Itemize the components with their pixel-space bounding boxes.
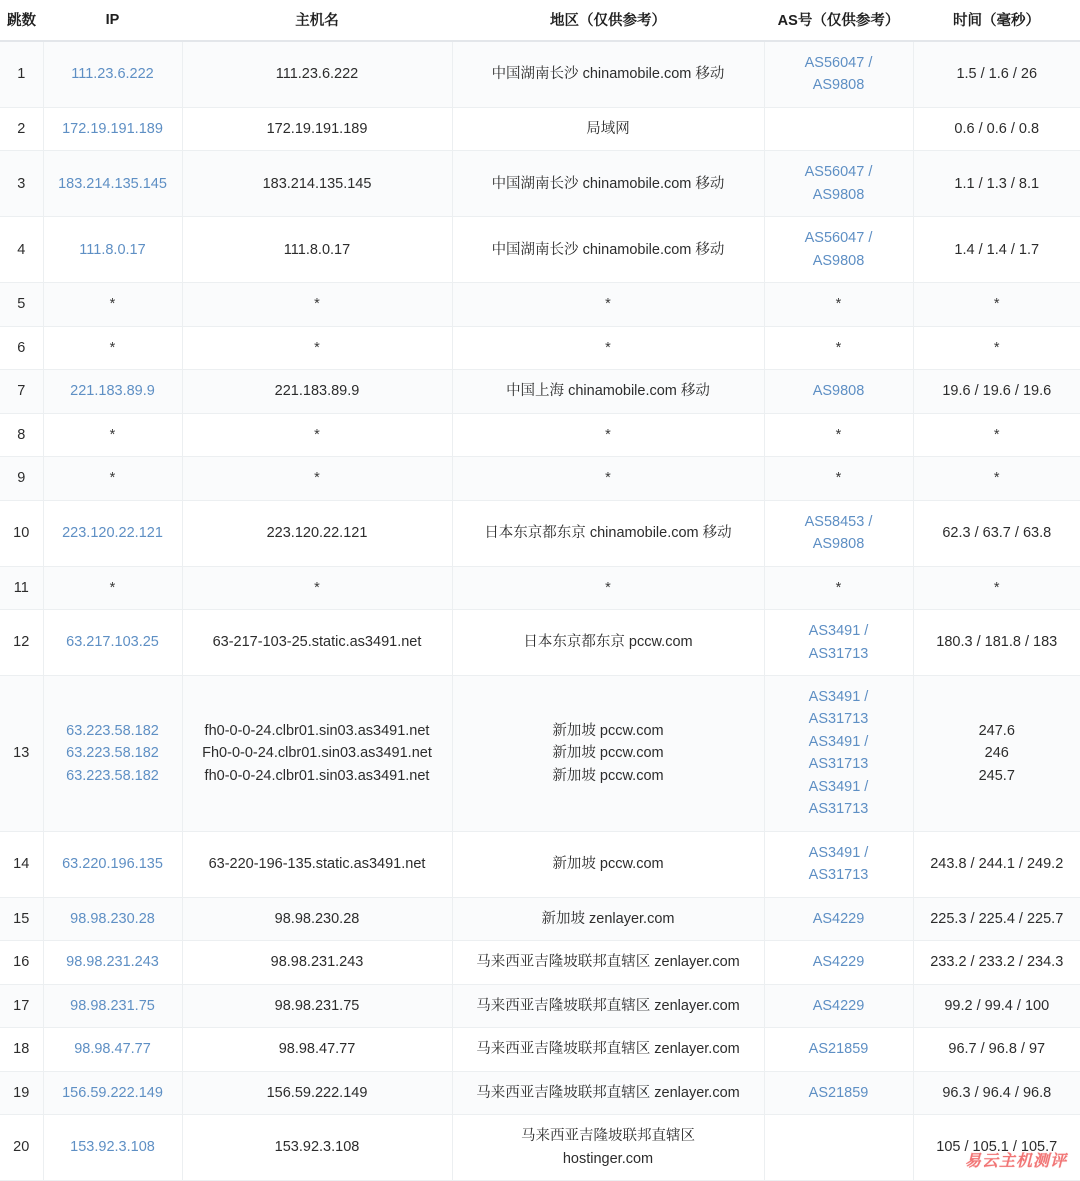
cell-hostname <box>182 1028 452 1071</box>
cell-hop: 13 <box>0 675 43 831</box>
asn-link[interactable]: AS3491 / <box>808 844 869 861</box>
cell-asn <box>764 217 913 283</box>
ip-link[interactable]: 221.183.89.9 <box>70 383 155 400</box>
cell-ip <box>43 1115 182 1181</box>
asn-link[interactable]: AS3491 / <box>808 733 869 750</box>
ip-link[interactable]: 63.223.58.182 <box>66 722 159 739</box>
ip-link[interactable]: 63.220.196.135 <box>62 856 163 873</box>
cell-asn <box>764 41 913 107</box>
ip-link[interactable]: 111.8.0.17 <box>79 241 146 258</box>
region-text: 新加坡 pccw.com <box>552 856 664 873</box>
cell-asn <box>764 675 913 831</box>
ip-link[interactable]: 63.223.58.182 <box>66 767 159 784</box>
ip-link[interactable]: 153.92.3.108 <box>70 1139 155 1156</box>
cell-region <box>452 326 764 369</box>
cell-ip <box>43 500 182 566</box>
region-timeout: * <box>605 339 611 356</box>
asn-link[interactable]: AS4229 <box>812 997 865 1014</box>
cell-asn <box>764 1028 913 1071</box>
asn-link[interactable]: AS9808 <box>812 536 865 553</box>
ip-timeout: * <box>109 426 116 443</box>
table-row <box>0 675 1080 831</box>
hostname-text: 156.59.222.149 <box>266 1084 368 1101</box>
cell-time <box>913 897 1080 940</box>
time-text: 233.2 / 233.2 / 234.3 <box>930 954 1064 971</box>
asn-link[interactable]: AS31713 <box>808 867 869 884</box>
cell-ip <box>43 984 182 1027</box>
region-text: 马来西亚吉隆坡联邦直辖区 zenlayer.com <box>476 1041 740 1058</box>
time-text: 105 / 105.1 / 105.7 <box>936 1139 1058 1156</box>
time-text: 1.1 / 1.3 / 8.1 <box>954 175 1040 192</box>
hostname-text: 172.19.191.189 <box>266 120 368 137</box>
asn-link[interactable]: AS56047 / <box>804 55 873 71</box>
table-row <box>0 1115 1080 1181</box>
hostname-text: 221.183.89.9 <box>274 383 360 400</box>
asn-link[interactable]: AS31713 <box>808 711 869 728</box>
asn-link[interactable]: AS4229 <box>812 954 865 971</box>
asn-link[interactable]: AS31713 <box>808 756 869 773</box>
asn-timeout: * <box>835 339 842 356</box>
cell-region <box>452 151 764 217</box>
cell-hop: 14 <box>0 831 43 897</box>
time-text: 19.6 / 19.6 / 19.6 <box>942 383 1052 400</box>
cell-hostname <box>182 217 452 283</box>
table-row <box>0 217 1080 283</box>
hostname-timeout: * <box>314 470 320 487</box>
hostname-timeout: * <box>314 339 320 356</box>
hostname-text: 98.98.231.243 <box>270 954 364 971</box>
hostname-text: 111.23.6.222 <box>275 66 359 83</box>
cell-ip <box>43 831 182 897</box>
cell-time <box>913 107 1080 150</box>
cell-region <box>452 413 764 456</box>
column-header-hop: 跳数 <box>0 0 43 41</box>
cell-asn <box>764 566 913 609</box>
cell-time <box>913 831 1080 897</box>
time-text: 245.7 <box>978 767 1015 784</box>
table-row <box>0 610 1080 676</box>
cell-region <box>452 566 764 609</box>
asn-link[interactable]: AS9808 <box>812 186 865 203</box>
cell-hop: 6 <box>0 326 43 369</box>
asn-link[interactable]: AS56047 / <box>804 230 873 247</box>
asn-link[interactable]: AS31713 <box>808 801 869 818</box>
cell-hostname <box>182 326 452 369</box>
site-watermark: 易云主机测评 <box>964 1153 1067 1170</box>
cell-hop: 12 <box>0 610 43 676</box>
asn-link[interactable]: AS3491 / <box>808 623 869 640</box>
column-header-hostname: 主机名 <box>182 0 452 41</box>
ip-link[interactable]: 172.19.191.189 <box>62 120 163 137</box>
table-header <box>0 0 1080 41</box>
cell-hop: 2 <box>0 107 43 150</box>
table-row <box>0 107 1080 150</box>
asn-link[interactable]: AS3491 / <box>808 778 869 795</box>
asn-timeout: * <box>835 296 842 313</box>
cell-time <box>913 457 1080 500</box>
column-header-ip: IP <box>43 0 182 41</box>
cell-time <box>913 984 1080 1027</box>
cell-asn <box>764 610 913 676</box>
cell-hop: 8 <box>0 413 43 456</box>
region-text: 新加坡 zenlayer.com <box>541 910 675 927</box>
cell-hop: 1 <box>0 41 43 107</box>
cell-hop: 15 <box>0 897 43 940</box>
cell-time <box>913 370 1080 413</box>
hostname-timeout: * <box>314 426 320 443</box>
cell-hop: 7 <box>0 370 43 413</box>
region-text: 新加坡 pccw.com <box>552 745 664 762</box>
cell-asn <box>764 326 913 369</box>
table-row <box>0 897 1080 940</box>
cell-hostname <box>182 457 452 500</box>
table-row <box>0 941 1080 984</box>
hostname-text: 111.8.0.17 <box>283 241 351 258</box>
region-timeout: * <box>605 579 611 596</box>
cell-hostname <box>182 370 452 413</box>
table-row <box>0 984 1080 1027</box>
cell-time <box>913 610 1080 676</box>
cell-region <box>452 370 764 413</box>
time-timeout: * <box>993 579 1000 596</box>
cell-hostname <box>182 831 452 897</box>
hostname-text: 153.92.3.108 <box>274 1139 360 1156</box>
cell-time <box>913 326 1080 369</box>
cell-time <box>913 413 1080 456</box>
cell-hostname <box>182 897 452 940</box>
region-text: hostinger.com <box>562 1150 654 1167</box>
region-timeout: * <box>605 426 611 443</box>
time-timeout: * <box>993 426 1000 443</box>
cell-region <box>452 457 764 500</box>
table-row <box>0 151 1080 217</box>
ip-link[interactable]: 98.98.47.77 <box>74 1041 151 1058</box>
column-header-time: 时间（毫秒） <box>913 0 1080 41</box>
cell-region <box>452 217 764 283</box>
time-text: 180.3 / 181.8 / 183 <box>936 634 1058 651</box>
cell-hostname <box>182 1071 452 1114</box>
cell-hop: 20 <box>0 1115 43 1181</box>
cell-region <box>452 41 764 107</box>
region-text: 新加坡 pccw.com <box>552 722 664 739</box>
ip-link[interactable]: 63.217.103.25 <box>66 634 159 651</box>
time-timeout: * <box>993 296 1000 313</box>
hostname-timeout: * <box>314 296 320 313</box>
asn-link[interactable]: AS31713 <box>808 645 869 662</box>
cell-asn <box>764 107 913 150</box>
ip-link[interactable]: 223.120.22.121 <box>62 524 163 541</box>
cell-hop: 5 <box>0 283 43 326</box>
asn-timeout: * <box>835 579 842 596</box>
time-text: 225.3 / 225.4 / 225.7 <box>930 910 1064 927</box>
cell-time <box>913 151 1080 217</box>
cell-region <box>452 283 764 326</box>
cell-ip <box>43 897 182 940</box>
time-text: 96.3 / 96.4 / 96.8 <box>942 1084 1052 1101</box>
region-timeout: * <box>605 470 611 487</box>
hostname-text: 223.120.22.121 <box>266 524 368 541</box>
table-row <box>0 1028 1080 1071</box>
cell-asn <box>764 831 913 897</box>
cell-ip <box>43 1071 182 1114</box>
cell-ip <box>43 941 182 984</box>
table-row <box>0 457 1080 500</box>
region-text: 马来西亚吉隆坡联邦直辖区 zenlayer.com <box>476 1084 740 1101</box>
cell-asn <box>764 151 913 217</box>
ip-link[interactable]: 111.23.6.222 <box>71 66 154 83</box>
cell-time <box>913 566 1080 609</box>
cell-time <box>913 675 1080 831</box>
region-text: 马来西亚吉隆坡联邦直辖区 zenlayer.com <box>476 954 740 971</box>
asn-link[interactable]: AS9808 <box>812 77 865 94</box>
cell-hostname <box>182 941 452 984</box>
cell-region <box>452 984 764 1027</box>
asn-link[interactable]: AS9808 <box>812 252 865 269</box>
cell-region <box>452 831 764 897</box>
cell-hostname <box>182 610 452 676</box>
cell-ip <box>43 107 182 150</box>
hostname-text: fh0-0-0-24.clbr01.sin03.as3491.net <box>204 767 430 784</box>
cell-hostname <box>182 151 452 217</box>
region-text: 日本东京都东京 chinamobile.com 移动 <box>484 524 732 541</box>
hostname-text: 183.214.135.145 <box>262 175 372 192</box>
table-header-row <box>0 0 1080 41</box>
ip-link[interactable]: 98.98.231.75 <box>70 997 155 1014</box>
cell-region <box>452 897 764 940</box>
cell-region <box>452 1071 764 1114</box>
region-text: 马来西亚吉隆坡联邦直辖区 <box>521 1128 695 1145</box>
cell-ip <box>43 566 182 609</box>
column-header-asn: AS号（仅供参考） <box>764 0 913 41</box>
ip-timeout: * <box>109 339 116 356</box>
time-text: 1.4 / 1.4 / 1.7 <box>954 241 1040 258</box>
cell-asn <box>764 500 913 566</box>
table-row <box>0 831 1080 897</box>
table-row <box>0 370 1080 413</box>
cell-time <box>913 500 1080 566</box>
cell-ip <box>43 326 182 369</box>
cell-hop: 17 <box>0 984 43 1027</box>
cell-region <box>452 675 764 831</box>
cell-asn <box>764 1115 913 1181</box>
time-text: 0.6 / 0.6 / 0.8 <box>954 120 1040 137</box>
time-text: 62.3 / 63.7 / 63.8 <box>942 524 1052 541</box>
region-text: 中国湖南长沙 chinamobile.com 移动 <box>491 66 725 83</box>
cell-time <box>913 1071 1080 1114</box>
hostname-text: 98.98.231.75 <box>274 997 360 1014</box>
cell-ip <box>43 1028 182 1071</box>
cell-ip <box>43 675 182 831</box>
time-text: 243.8 / 244.1 / 249.2 <box>930 856 1064 873</box>
cell-asn <box>764 897 913 940</box>
ip-link[interactable]: 98.98.230.28 <box>70 910 155 927</box>
cell-hostname <box>182 413 452 456</box>
cell-hop: 9 <box>0 457 43 500</box>
cell-time <box>913 217 1080 283</box>
cell-asn <box>764 283 913 326</box>
time-text: 99.2 / 99.4 / 100 <box>944 997 1050 1014</box>
cell-ip <box>43 413 182 456</box>
asn-timeout: * <box>835 426 842 443</box>
asn-link[interactable]: AS58453 / <box>804 513 873 530</box>
ip-timeout: * <box>109 470 116 487</box>
hostname-timeout: * <box>314 579 320 596</box>
time-text: 1.5 / 1.6 / 26 <box>956 66 1038 83</box>
table-row <box>0 41 1080 107</box>
ip-link[interactable]: 183.214.135.145 <box>58 175 167 192</box>
cell-ip <box>43 610 182 676</box>
asn-link[interactable]: AS9808 <box>812 383 865 400</box>
region-text: 新加坡 pccw.com <box>552 767 664 784</box>
table-row <box>0 283 1080 326</box>
region-text: 马来西亚吉隆坡联邦直辖区 zenlayer.com <box>476 997 740 1014</box>
asn-link[interactable]: AS3491 / <box>808 688 869 705</box>
region-text: 中国湖南长沙 chinamobile.com 移动 <box>491 241 725 258</box>
cell-hostname <box>182 566 452 609</box>
cell-region <box>452 941 764 984</box>
cell-asn <box>764 941 913 984</box>
asn-link[interactable]: AS21859 <box>808 1084 869 1101</box>
cell-region <box>452 1115 764 1181</box>
cell-hop: 10 <box>0 500 43 566</box>
table-row <box>0 326 1080 369</box>
cell-hostname <box>182 41 452 107</box>
cell-ip <box>43 217 182 283</box>
time-text: 247.6 <box>978 722 1015 739</box>
time-timeout: * <box>993 470 1000 487</box>
cell-hop: 11 <box>0 566 43 609</box>
cell-hostname <box>182 500 452 566</box>
cell-asn <box>764 413 913 456</box>
cell-asn <box>764 370 913 413</box>
cell-time <box>913 1028 1080 1071</box>
cell-asn <box>764 984 913 1027</box>
ip-link[interactable]: 156.59.222.149 <box>62 1084 163 1101</box>
hostname-text: fh0-0-0-24.clbr01.sin03.as3491.net <box>204 722 430 739</box>
region-timeout: * <box>605 296 611 313</box>
hostname-text: 63-220-196-135.static.as3491.net <box>208 856 426 873</box>
ip-timeout: * <box>109 579 116 596</box>
table-row <box>0 566 1080 609</box>
cell-hostname <box>182 1115 452 1181</box>
cell-time <box>913 283 1080 326</box>
cell-region <box>452 610 764 676</box>
time-text: 246 <box>984 745 1009 762</box>
cell-hop: 18 <box>0 1028 43 1071</box>
cell-asn <box>764 1071 913 1114</box>
cell-ip <box>43 283 182 326</box>
region-text: 中国湖南长沙 chinamobile.com 移动 <box>491 175 725 192</box>
cell-ip <box>43 151 182 217</box>
table-row <box>0 500 1080 566</box>
cell-region <box>452 500 764 566</box>
cell-hostname <box>182 107 452 150</box>
cell-hop: 4 <box>0 217 43 283</box>
ip-timeout: * <box>109 296 116 313</box>
time-timeout: * <box>993 339 1000 356</box>
cell-ip <box>43 41 182 107</box>
asn-link[interactable]: AS4229 <box>812 910 865 927</box>
hostname-text: 63-217-103-25.static.as3491.net <box>212 634 422 651</box>
table-row <box>0 413 1080 456</box>
cell-time <box>913 941 1080 984</box>
region-text: 日本东京都东京 pccw.com <box>523 634 693 651</box>
hostname-text: 98.98.230.28 <box>274 910 360 927</box>
asn-link[interactable]: AS21859 <box>808 1041 869 1058</box>
asn-timeout: * <box>835 470 842 487</box>
cell-time <box>913 41 1080 107</box>
table-row <box>0 1071 1080 1114</box>
cell-region <box>452 1028 764 1071</box>
region-text: 中国上海 chinamobile.com 移动 <box>506 383 710 400</box>
table-body <box>0 41 1080 1181</box>
cell-hop: 16 <box>0 941 43 984</box>
cell-asn <box>764 457 913 500</box>
hostname-text: 98.98.47.77 <box>278 1041 356 1058</box>
ip-link[interactable]: 98.98.231.243 <box>66 954 159 971</box>
time-text: 96.7 / 96.8 / 97 <box>948 1041 1046 1058</box>
cell-hostname <box>182 283 452 326</box>
cell-hop: 19 <box>0 1071 43 1114</box>
cell-ip <box>43 457 182 500</box>
hostname-text: Fh0-0-0-24.clbr01.sin03.as3491.net <box>202 745 432 762</box>
cell-hostname <box>182 675 452 831</box>
cell-ip <box>43 370 182 413</box>
cell-hostname <box>182 984 452 1027</box>
cell-hop: 3 <box>0 151 43 217</box>
column-header-region: 地区（仅供参考） <box>452 0 764 41</box>
cell-region <box>452 107 764 150</box>
ip-link[interactable]: 63.223.58.182 <box>66 745 159 762</box>
region-text: 局域网 <box>586 120 630 137</box>
asn-link[interactable]: AS56047 / <box>804 164 873 181</box>
